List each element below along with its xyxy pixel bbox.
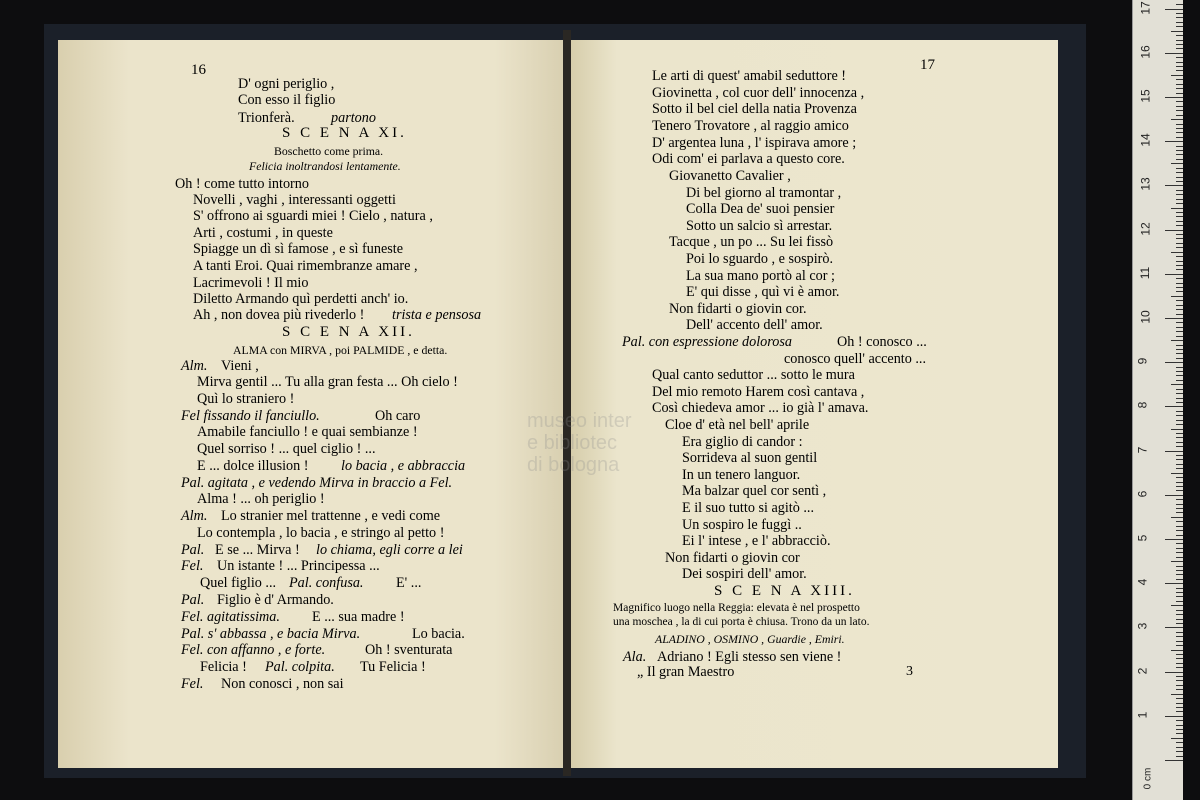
ruler-tick (1171, 650, 1183, 651)
ruler-tick (1171, 252, 1183, 253)
ruler-tick (1176, 221, 1183, 222)
ruler-tick (1171, 517, 1183, 518)
left-page-text-line: partono (331, 110, 376, 126)
ruler-number: 4 (1135, 578, 1150, 586)
ruler-tick (1176, 512, 1183, 513)
book-spine (563, 30, 571, 776)
right-page-text-line: Cloe d' età nel bell' aprile (665, 417, 810, 433)
left-page-text-line: Quì lo straniero ! (197, 391, 295, 407)
ruler-tick (1176, 146, 1183, 147)
left-page-text-line: lo chiama, egli corre a lei (316, 542, 463, 558)
right-page-text-line: Dell' accento dell' amor. (686, 317, 823, 333)
ruler-tick (1176, 552, 1183, 553)
watermark-line: di bologna (527, 454, 620, 476)
ruler-tick (1176, 535, 1183, 536)
right-page-text-line: Non fidarti o giovin cor. (669, 301, 807, 317)
left-page-text-line: Spiagge un dì sì famose , e sì funeste (193, 241, 404, 257)
ruler-tick (1176, 482, 1183, 483)
ruler-tick (1176, 172, 1183, 173)
ruler-tick (1165, 274, 1183, 275)
ruler-tick (1176, 17, 1183, 18)
ruler-number: 9 (1135, 357, 1150, 365)
ruler-tick (1176, 733, 1183, 734)
right-page-text-line: In un tenero languor. (682, 467, 801, 483)
ruler-tick (1176, 13, 1183, 14)
ruler-tick (1176, 300, 1183, 301)
ruler-number: 15 (1138, 89, 1153, 103)
ruler-tick (1165, 362, 1183, 363)
left-page-text-line: Alm. (181, 508, 208, 524)
left-page-text-line: S C E N A XI. (282, 125, 407, 141)
ruler-tick (1176, 190, 1183, 191)
left-page-text-line: Trionferà. (238, 110, 295, 126)
ruler-tick (1176, 305, 1183, 306)
ruler-tick (1176, 393, 1183, 394)
measuring-ruler (1132, 0, 1183, 800)
ruler-tick (1176, 654, 1183, 655)
ruler-tick (1176, 349, 1183, 350)
right-page-text-line: Magnifico luogo nella Reggia: elevata è nel prospetto (613, 602, 860, 614)
ruler-tick (1176, 680, 1183, 681)
ruler-tick (1176, 588, 1183, 589)
ruler-tick (1176, 455, 1183, 456)
right-page-text-line: E' qui disse , quì vi è amor. (686, 284, 840, 300)
ruler-tick (1176, 159, 1183, 160)
ruler-tick (1176, 504, 1183, 505)
ruler-tick (1176, 574, 1183, 575)
ruler-tick (1176, 345, 1183, 346)
ruler-tick (1176, 402, 1183, 403)
ruler-tick (1176, 291, 1183, 292)
right-page-text-line: Tenero Trovatore , al raggio amico (652, 118, 849, 134)
ruler-tick (1176, 22, 1183, 23)
ruler-tick (1165, 53, 1183, 54)
ruler-tick (1176, 685, 1183, 686)
ruler-tick (1176, 632, 1183, 633)
ruler-tick (1176, 751, 1183, 752)
ruler-tick (1176, 543, 1183, 544)
right-page-number: 17 (920, 57, 935, 73)
left-page-text-line: Pal. colpita. (265, 659, 335, 675)
ruler-number: 11 (1138, 266, 1153, 280)
ruler-tick (1176, 57, 1183, 58)
ruler-number: 16 (1138, 45, 1153, 59)
left-page-text-line: Alma ! ... oh periglio ! (197, 491, 325, 507)
ruler-tick (1176, 261, 1183, 262)
left-page-text-line: Mirva gentil ... Tu alla gran festa ... Oh cielo ! (197, 374, 458, 390)
left-page-text-line: Lo stranier mel trattenne , e vedi come (221, 508, 441, 524)
ruler-tick (1176, 415, 1183, 416)
right-page-text-line: Adriano ! Egli stesso sen viene ! (657, 649, 842, 665)
left-page-text-line: Fel. agitatissima. (181, 609, 280, 625)
left-page-text-line: Alm. (181, 358, 208, 374)
ruler-tick (1176, 667, 1183, 668)
ruler-tick (1171, 605, 1183, 606)
ruler-number: 8 (1135, 402, 1150, 409)
left-page-text-line: Tu Felicia ! (360, 659, 426, 675)
left-page-text-line: Pal. (181, 592, 205, 608)
ruler-tick (1176, 663, 1183, 664)
ruler-tick (1176, 4, 1183, 5)
ruler-tick (1176, 424, 1183, 425)
ruler-tick (1176, 150, 1183, 151)
right-page-text-line: Ala. (623, 649, 647, 665)
ruler-number: 14 (1138, 133, 1153, 147)
ruler-tick (1165, 230, 1183, 231)
ruler-tick (1176, 579, 1183, 580)
ruler-tick (1176, 216, 1183, 217)
ruler-tick (1176, 703, 1183, 704)
ruler-tick (1171, 738, 1183, 739)
ruler-tick (1176, 570, 1183, 571)
ruler-tick (1176, 203, 1183, 204)
left-page-text-line: Figlio è d' Armando. (217, 592, 334, 608)
ruler-tick (1176, 234, 1183, 235)
library-watermark (527, 410, 657, 500)
ruler-tick (1176, 433, 1183, 434)
ruler-tick (1176, 93, 1183, 94)
right-page-text-line: Le arti di quest' amabil seduttore ! (652, 68, 847, 84)
ruler-tick (1176, 212, 1183, 213)
left-page-text-line: Boschetto come prima. (274, 144, 384, 158)
ruler-unit-label: 0 cm (1142, 767, 1154, 790)
right-page-text-line: Sotto il bel ciel della natia Provenza (652, 101, 857, 117)
left-page-text-line: Lacrimevoli ! Il mio (193, 275, 309, 291)
right-page-text-line: Colla Dea de' suoi pensier (686, 201, 835, 217)
right-page-text-line: Ei l' intese , e l' abbracciò. (682, 533, 831, 549)
signature-mark: 3 (906, 664, 913, 679)
ruler-tick (1176, 711, 1183, 712)
ruler-tick (1176, 636, 1183, 637)
ruler-tick (1176, 729, 1183, 730)
ruler-tick (1165, 451, 1183, 452)
ruler-tick (1176, 468, 1183, 469)
left-page-text-line: Felicia inoltrandosi lentamente. (249, 159, 401, 173)
ruler-tick (1176, 132, 1183, 133)
right-page-text-line: Un sospiro le fuggì .. (682, 517, 802, 533)
ruler-tick (1176, 367, 1183, 368)
ruler-tick (1165, 318, 1183, 319)
right-page-text-line: Così chiedeva amor ... io già l' amava. (652, 400, 869, 416)
ruler-number: 12 (1138, 221, 1153, 236)
ruler-number: 6 (1135, 490, 1150, 498)
ruler-tick (1176, 314, 1183, 315)
left-page-text-line: ALMA con MIRVA , poi PALMIDE , e detta. (233, 343, 448, 357)
left-page-text-line: Arti , costumi , in queste (193, 225, 333, 241)
right-page-text-line: Odi com' ei parlava a questo core. (652, 151, 845, 167)
left-page-text-line: Diletto Armando quì perdetti anch' io. (193, 291, 409, 307)
left-page-text-line: Pal. (181, 542, 205, 558)
ruler-tick (1176, 689, 1183, 690)
left-page-text-line: Lo contempla , lo bacia , e stringo al petto ! (197, 525, 445, 541)
ruler-tick (1176, 442, 1183, 443)
ruler-tick (1176, 40, 1183, 41)
ruler-tick (1176, 521, 1183, 522)
ruler-tick (1176, 265, 1183, 266)
ruler-tick (1176, 566, 1183, 567)
ruler-tick (1176, 641, 1183, 642)
ruler-tick (1176, 464, 1183, 465)
left-page-text-line: Un istante ! ... Principessa ... (217, 558, 380, 574)
left-page-text-line: S C E N A XII. (282, 324, 415, 340)
watermark-line: e bibliotec (527, 432, 618, 454)
left-page-text-line: Fel. con affanno , e forte. (181, 642, 326, 658)
left-page-text-line: Ah , non dovea più rivederlo ! (193, 307, 365, 323)
ruler-tick (1176, 499, 1183, 500)
ruler-tick (1176, 331, 1183, 332)
right-page-text-line: „ Il gran Maestro (637, 664, 735, 680)
right-page-text-line: Giovanetto Cavalier , (669, 168, 791, 184)
left-page-text-line: Novelli , vaghi , interessanti oggetti (193, 192, 396, 208)
ruler-tick (1176, 154, 1183, 155)
ruler-tick (1171, 384, 1183, 385)
ruler-tick (1176, 725, 1183, 726)
ruler-tick (1171, 694, 1183, 695)
left-page-number: 16 (191, 62, 206, 78)
left-page-text-line: Fel fissando il fanciullo. (181, 408, 320, 424)
ruler-tick (1176, 490, 1183, 491)
ruler-tick (1176, 614, 1183, 615)
ruler-tick (1176, 88, 1183, 89)
ruler-tick (1176, 322, 1183, 323)
ruler-tick (1176, 278, 1183, 279)
ruler-tick (1176, 110, 1183, 111)
right-page-text-line: conosco quell' accento ... (784, 351, 927, 367)
ruler-tick (1165, 97, 1183, 98)
ruler-tick (1176, 596, 1183, 597)
left-page-text-line: Pal. confusa. (289, 575, 364, 591)
ruler-tick (1165, 141, 1183, 142)
left-page-text-line: Oh caro (375, 408, 421, 424)
ruler-tick (1176, 269, 1183, 270)
ruler-tick (1176, 199, 1183, 200)
left-page-text-line: D' ogni periglio , (238, 76, 335, 92)
right-page-text-line: Di bel giorno al tramontar , (686, 185, 842, 201)
ruler-tick (1176, 194, 1183, 195)
ruler-tick (1176, 327, 1183, 328)
ruler-tick (1176, 601, 1183, 602)
ruler-tick (1176, 446, 1183, 447)
ruler-tick (1176, 181, 1183, 182)
ruler-tick (1176, 398, 1183, 399)
ruler-tick (1171, 119, 1183, 120)
ruler-tick (1171, 340, 1183, 341)
left-page-text-line: A tanti Eroi. Quai rimembranze amare , (193, 258, 418, 274)
ruler-tick (1176, 358, 1183, 359)
ruler-tick (1176, 486, 1183, 487)
left-page-text-line: Lo bacia. (412, 626, 465, 642)
left-page-text-line: Quel sorriso ! ... quel ciglio ! ... (197, 441, 376, 457)
ruler-tick (1176, 592, 1183, 593)
ruler-tick (1176, 353, 1183, 354)
ruler-tick (1176, 66, 1183, 67)
ruler-tick (1176, 530, 1183, 531)
left-page-text-line: Pal. agitata , e vedendo Mirva in braccio a Fel. (181, 475, 453, 491)
ruler-tick (1176, 645, 1183, 646)
right-page-text-line: Oh ! conosco ... (837, 334, 927, 350)
left-page-text-line: E ... dolce illusion ! (197, 458, 309, 474)
ruler-tick (1176, 619, 1183, 620)
right-page-text-line: Sotto un salcio sì arrestar. (686, 218, 833, 234)
ruler-tick (1165, 9, 1183, 10)
ruler-tick (1176, 238, 1183, 239)
ruler-tick (1176, 79, 1183, 80)
ruler-tick (1176, 411, 1183, 412)
ruler-tick (1171, 208, 1183, 209)
ruler-tick (1176, 225, 1183, 226)
ruler-tick (1176, 526, 1183, 527)
ruler-tick (1176, 437, 1183, 438)
left-page-text-line: trista e pensosa (392, 307, 482, 323)
ruler-tick (1165, 406, 1183, 407)
ruler-tick (1171, 429, 1183, 430)
left-page-text-line: Vieni , (221, 358, 259, 374)
ruler-tick (1171, 561, 1183, 562)
ruler-number: 7 (1135, 446, 1150, 453)
ruler-tick (1176, 610, 1183, 611)
ruler-tick (1176, 742, 1183, 743)
left-page-text-line: Con esso il figlio (238, 92, 336, 108)
ruler-tick (1176, 658, 1183, 659)
ruler-tick (1171, 473, 1183, 474)
ruler-tick (1176, 420, 1183, 421)
right-page-text-line: Pal. con espressione dolorosa (622, 334, 792, 350)
ruler-tick (1176, 676, 1183, 677)
left-page-text-line: lo bacia , e abbraccia (341, 458, 466, 474)
right-page-text-line: Non fidarti o giovin cor (665, 550, 800, 566)
ruler-tick (1165, 583, 1183, 584)
left-page-text-line: Fel. (181, 676, 204, 692)
ruler-number: 17 (1138, 0, 1153, 15)
ruler-tick (1176, 101, 1183, 102)
left-page-text-line: Pal. s' abbassa , e bacia Mirva. (181, 626, 361, 642)
ruler-tick (1176, 371, 1183, 372)
ruler-number: 13 (1138, 177, 1153, 192)
ruler-tick (1165, 185, 1183, 186)
ruler-tick (1176, 137, 1183, 138)
ruler-tick (1176, 35, 1183, 36)
right-page-text-line: Qual canto seduttor ... sotto le mura (652, 367, 855, 383)
ruler-tick (1176, 26, 1183, 27)
ruler-number: 3 (1135, 623, 1150, 630)
ruler-tick (1176, 128, 1183, 129)
right-page-text-line: Giovinetta , col cuor dell' innocenza , (652, 85, 865, 101)
left-page-text-line: Felicia ! (200, 659, 247, 675)
ruler-tick (1176, 256, 1183, 257)
ruler-tick (1176, 283, 1183, 284)
right-page-text-line: D' argentea luna , l' ispirava amore ; (652, 135, 857, 151)
ruler-tick (1171, 296, 1183, 297)
left-page-text-line: S' offrono ai sguardi miei ! Cielo , natura , (193, 208, 433, 224)
ruler-tick (1176, 698, 1183, 699)
ruler-tick (1171, 163, 1183, 164)
ruler-tick (1165, 539, 1183, 540)
ruler-number: 1 (1135, 711, 1150, 719)
left-page-text-line: Non conosci , non sai (221, 676, 344, 692)
right-page-text-line: Dei sospiri dell' amor. (682, 566, 807, 582)
right-page-text-line: Sorrideva al suon gentil (682, 450, 818, 466)
left-page-text-line: E' ... (396, 575, 422, 591)
ruler-tick (1176, 375, 1183, 376)
ruler-tick (1176, 84, 1183, 85)
watermark-line: museo inter (527, 410, 632, 432)
right-page-text-line: Tacque , un po ... Su lei fissò (669, 234, 834, 250)
ruler-tick (1176, 707, 1183, 708)
ruler-tick (1176, 247, 1183, 248)
right-page-text-line: Poi lo sguardo , e sospirò. (686, 251, 833, 267)
ruler-tick (1176, 115, 1183, 116)
ruler-tick (1176, 747, 1183, 748)
ruler-tick (1176, 168, 1183, 169)
ruler-number: 10 (1138, 310, 1153, 324)
ruler-tick (1176, 62, 1183, 63)
ruler-tick (1165, 672, 1183, 673)
ruler-tick (1176, 243, 1183, 244)
left-page-text-line: Oh ! sventurata (365, 642, 453, 658)
ruler-tick (1176, 287, 1183, 288)
right-page-text-line: ALADINO , OSMINO , Guardie , Emiri. (655, 632, 845, 646)
ruler-tick (1176, 389, 1183, 390)
left-page-text-line: Oh ! come tutto intorno (175, 176, 309, 192)
ruler-tick (1176, 508, 1183, 509)
ruler-number: 2 (1135, 667, 1150, 674)
right-page-text-line: La sua mano portò al cor ; (686, 268, 835, 284)
ruler-tick (1165, 716, 1183, 717)
ruler-tick (1176, 106, 1183, 107)
right-page-text-line: S C E N A XIII. (714, 583, 855, 599)
left-page-text-line: Fel. (181, 558, 204, 574)
left-page-text-line: E se ... Mirva ! (215, 542, 300, 558)
ruler-tick (1176, 70, 1183, 71)
ruler-number: 5 (1135, 534, 1150, 542)
ruler-tick (1176, 756, 1183, 757)
left-page-text-line: Amabile fanciullo ! e quai sembianze ! (197, 424, 418, 440)
ruler-tick (1176, 380, 1183, 381)
ruler-tick (1176, 548, 1183, 549)
right-page-text-line: E il suo tutto si agitò ... (682, 500, 815, 516)
right-page-text-line: Ma balzar quel cor sentì , (682, 483, 827, 499)
ruler-tick (1176, 44, 1183, 45)
ruler-tick (1176, 720, 1183, 721)
right-page-text-line: Del mio remoto Harem così cantava , (652, 384, 865, 400)
ruler-tick (1165, 495, 1183, 496)
ruler-tick (1176, 557, 1183, 558)
ruler-tick (1176, 336, 1183, 337)
ruler-tick (1171, 31, 1183, 32)
ruler-tick (1165, 760, 1183, 761)
left-page-text-line: E ... sua madre ! (312, 609, 405, 625)
ruler-tick (1165, 627, 1183, 628)
ruler-tick (1176, 48, 1183, 49)
left-page-text-line: Quel figlio ... (200, 575, 277, 591)
ruler-tick (1176, 309, 1183, 310)
ruler-tick (1176, 124, 1183, 125)
ruler-tick (1171, 75, 1183, 76)
ruler-tick (1176, 459, 1183, 460)
ruler-tick (1176, 177, 1183, 178)
ruler-tick (1176, 623, 1183, 624)
right-page-text-line: Era giglio di candor : (682, 434, 803, 450)
ruler-tick (1176, 477, 1183, 478)
right-page-text-line: una moschea , la di cui porta è chiusa. Trono da un lato. (613, 616, 870, 628)
